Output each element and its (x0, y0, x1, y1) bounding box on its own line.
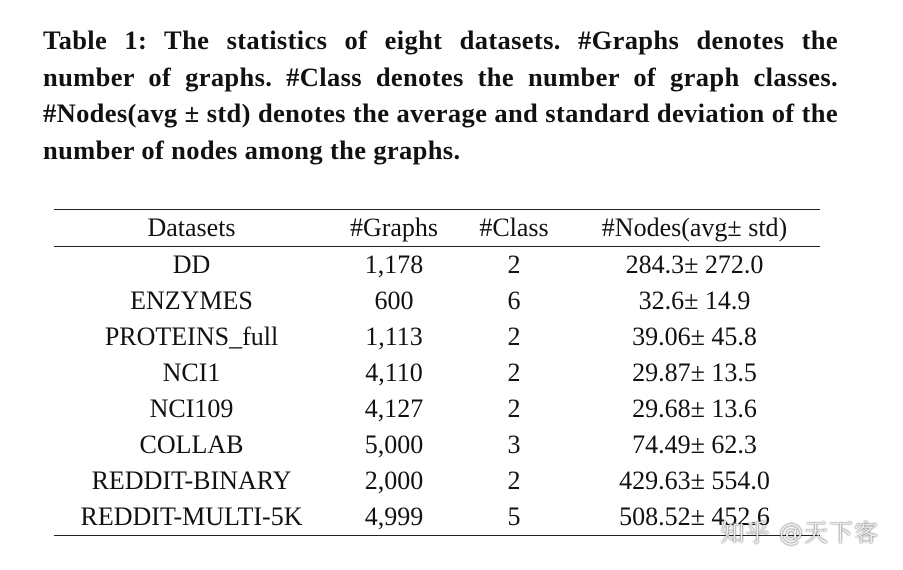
statistics-table-container (54, 209, 820, 536)
table-row (54, 463, 820, 499)
cell-graphs: 4,127 (364, 394, 424, 423)
cell-graphs: 4,110 (365, 358, 423, 387)
cell-nodes: 39.06± 45.8 (632, 322, 757, 351)
table-row (54, 283, 820, 319)
cell-dataset: REDDIT-MULTI-5K (80, 502, 303, 531)
cell-nodes: 29.68± 13.6 (632, 394, 757, 423)
table-header-row (54, 210, 820, 247)
cell-graphs: 1,178 (364, 250, 424, 279)
cell-nodes: 32.6± 14.9 (638, 286, 751, 315)
cell-graphs: 5,000 (364, 430, 424, 459)
header-graphs: #Graphs (349, 213, 439, 242)
cell-graphs: 4,999 (364, 502, 424, 531)
cell-class: 2 (507, 466, 521, 495)
cell-class: 2 (507, 250, 521, 279)
cell-class: 5 (507, 502, 521, 531)
cell-dataset: REDDIT-BINARY (91, 466, 292, 495)
cell-nodes: 508.52± 452.6 (619, 502, 770, 531)
header-nodes: #Nodes(avg± std) (601, 213, 788, 242)
table-row (54, 355, 820, 391)
cell-class: 3 (507, 430, 521, 459)
watermark: 知乎 @天下客 (720, 519, 879, 547)
cell-class: 2 (507, 358, 521, 387)
cell-dataset: PROTEINS_full (104, 322, 279, 351)
table-caption: Table 1: The statistics of eight datasets. #Graphs denotes the number of graphs. #Class denotes the number of graph classes. #Nodes(avg ± std) denotes the average and standard deviation of the number of nodes among the graphs. (43, 25, 838, 165)
header-datasets: Datasets (147, 213, 236, 242)
cell-nodes: 74.49± 62.3 (632, 430, 757, 459)
cell-dataset: NCI109 (149, 394, 234, 423)
header-class: #Class (479, 213, 549, 242)
cell-class: 6 (507, 286, 521, 315)
cell-dataset: ENZYMES (130, 286, 253, 315)
statistics-table (54, 209, 820, 536)
table-row (54, 391, 820, 427)
cell-dataset: NCI1 (162, 358, 221, 387)
cell-graphs: 600 (374, 286, 414, 315)
table-row (54, 319, 820, 355)
cell-nodes: 284.3± 272.0 (625, 250, 764, 279)
cell-dataset: COLLAB (139, 430, 244, 459)
cell-dataset: DD (172, 250, 211, 279)
table-row (54, 427, 820, 463)
cell-nodes: 429.63± 554.0 (619, 466, 770, 495)
cell-nodes: 29.87± 13.5 (632, 358, 757, 387)
cell-graphs: 2,000 (364, 466, 424, 495)
table-row (54, 499, 820, 536)
cell-class: 2 (507, 322, 521, 351)
cell-class: 2 (507, 394, 521, 423)
cell-graphs: 1,113 (365, 322, 423, 351)
table-row (54, 247, 820, 284)
